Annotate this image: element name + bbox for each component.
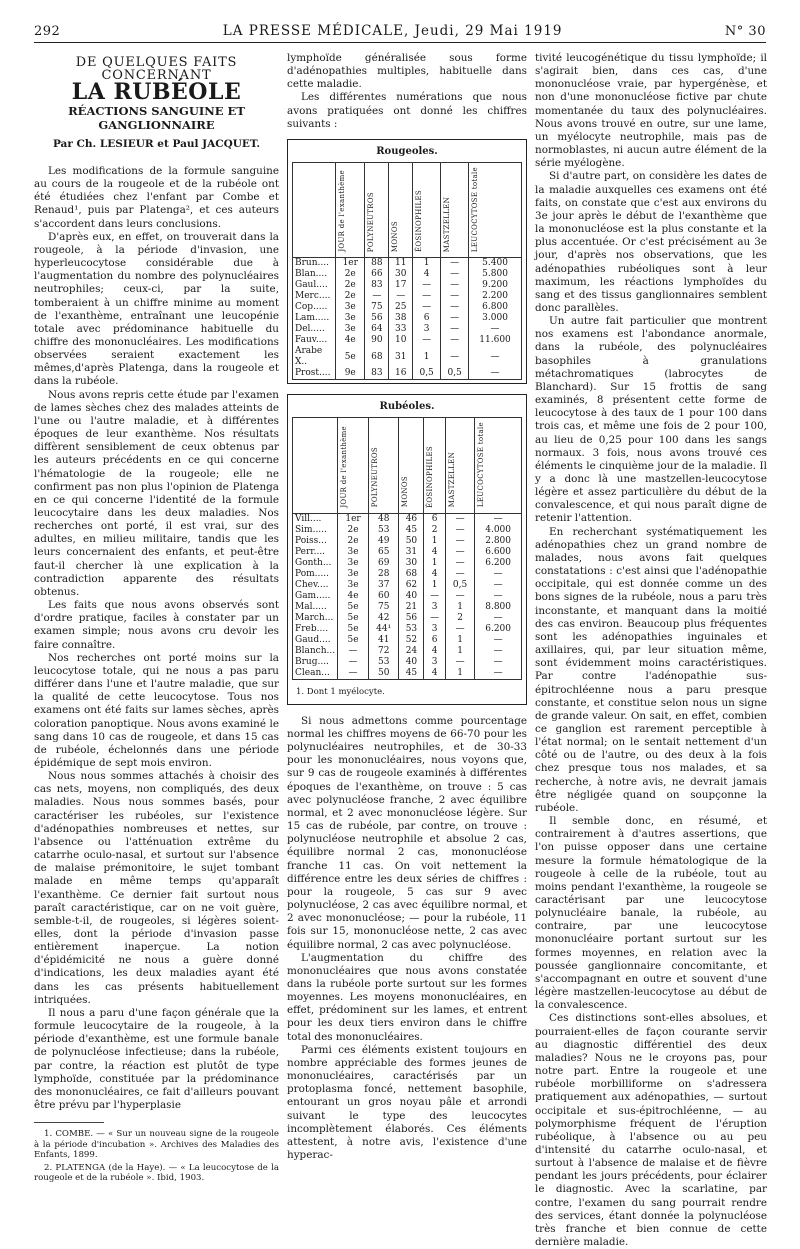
paragraph: En recherchant systématiquement les adénopathies chez un grand nombre de malades, nous avons fait quelques constatations : c'est ainsi que l'adénopathie occipitale, qui est donnée comme un des bons signes de la rubéole, nous a paru très inconstante, et manquant dans la moitié des cas environ. Beaucoup plus fréquentes sont les adénopathies inguinales et axillaires, qui, par leur situation même, sont évidemment moins caractéristiques. Par contre l'adénopathie sus-épitrochléenne nous a paru presque constante, et constitue selon nous un signe de grande valeur. On sait, en effet, combien ce ganglion est rarement perceptible à l'état normal; on le sentait nettement d'un côté ou de l'autre, ou des deux à la fois chez presque tous nos malades, et sa recherche, à notre avis, ne devrait jamais être négligée quand on soupçonne la rubéole.	[535, 525, 767, 814]
value-cell: 3e	[338, 558, 369, 569]
column-header-label: POLYNEUTROS	[367, 191, 376, 253]
column-2	[287, 52, 527, 1162]
page-number: 292	[34, 23, 61, 39]
column-header-label: MASTZELLEN	[443, 196, 452, 253]
value-cell: 8.800	[475, 602, 522, 613]
value-cell: 4	[424, 547, 445, 558]
value-cell: —	[475, 613, 522, 624]
value-cell: 49	[368, 536, 398, 547]
patient-cell: Gonth...	[293, 558, 338, 569]
value-cell: 53	[368, 657, 398, 668]
value-cell: —	[413, 280, 441, 291]
column-header-label: ÉOSINOPHILES	[415, 190, 424, 253]
value-cell: 3e	[338, 569, 369, 580]
rubeoles-table-box	[287, 394, 527, 705]
patient-cell: Perr....	[293, 547, 338, 558]
table-row	[293, 346, 522, 368]
value-cell: 75	[368, 602, 398, 613]
paragraph: Si d'autre part, on considère les dates de la maladie auxquelles ces examens ont été faits, on constate que c'est aux environs du 3e jour après le début de l'exanthème que la mononucléose est la plus constante et la plus accentuée. Or c'est précisément au 3e jour, d'après nos observations, que les adénopathies rubéoliques sont à leur maximum, les réactions lymphoïdes du sang et des tissus ganglionnaires semblent donc parallèles.	[535, 170, 767, 314]
value-cell: 62	[399, 580, 424, 591]
value-cell: 1er	[336, 258, 365, 270]
value-cell: —	[445, 624, 474, 635]
value-cell: 3e	[336, 324, 365, 335]
value-cell: 45	[399, 525, 424, 536]
patient-cell: Blan....	[293, 269, 336, 280]
header-blank	[293, 418, 338, 513]
value-cell: 68	[399, 569, 424, 580]
patient-cell: Sim.....	[293, 525, 338, 536]
value-cell: 10	[389, 335, 413, 346]
value-cell: 3e	[336, 302, 365, 313]
value-cell: 6.600	[475, 547, 522, 558]
table-row	[293, 558, 522, 569]
rougeoles-table	[292, 162, 522, 380]
value-cell: 5.400	[469, 258, 522, 270]
rubeoles-table-title: Rubéoles.	[379, 401, 435, 413]
value-cell: 1	[445, 602, 474, 613]
value-cell: 4	[424, 668, 445, 680]
value-cell: —	[413, 302, 441, 313]
paragraph: Nous nous sommes attachés à choisir des cas nets, moyens, non compliqués, des deux maladies. Nous nous sommes basés, pour caractériser les rubéoles, sur l'existence d'adénopathies nombreuses et nettes, sur l'absence ou l'atténuation extrême du catarrhe oculo-nasal, et surtout sur l'absence de malaise prémonitoire, le sujet tombant malade en même temps qu'apparaît l'exanthème. Ce dernier fait surtout nous paraît caractéristique, car on ne voit guère, semble-t-il, de rougeoles, si légères soient-elles, dont la période d'invasion passe entièrement inaperçue. La notion d'épidémicité ne nous a guère donné d'indications, les deux maladies ayant été dans les cas présents habituellement intriquées.	[34, 770, 279, 1006]
value-cell: 56	[399, 613, 424, 624]
value-cell: 48	[368, 513, 398, 525]
value-cell: 4.000	[475, 525, 522, 536]
column-header	[368, 418, 398, 513]
patient-cell: Merc....	[293, 291, 336, 302]
column-2-intro	[287, 52, 527, 131]
table-row	[293, 313, 522, 324]
table-row	[293, 657, 522, 668]
value-cell: 0,5	[445, 580, 474, 591]
value-cell: 2.200	[469, 291, 522, 302]
footnotes	[34, 1129, 279, 1184]
paragraph: Si nous admettons comme pourcentage normal les chiffres moyens de 66-70 pour les polynucléaires neutrophiles, et de 30-33 pour les mononucléaires, nous voyons que, sur 9 cas de rougeole examinés à différentes époques de l'exanthème, on trouve : 5 cas avec polynucléose franche, 2 avec équilibre normal, et 2 avec mononucléose légère. Sur 15 cas de rubéole, par contre, on trouve : polynucléose neutrophile et absolue 2 cas, équilibre normal 2 cas, mononucléose franche 11 cas. On voit nettement la différence entre les deux séries de chiffres : pour la rougeole, 5 cas sur 9 avec polynucléose, 2 cas avec équilibre normal, et 2 avec mononucléose; — pour la rubéole, 11 fois sur 15, mononucléose nette, 2 cas avec équilibre normal, 2 cas avec polynucléose.	[287, 714, 527, 951]
value-cell: 16	[389, 368, 413, 380]
value-cell: 45	[399, 668, 424, 680]
value-cell: 3	[424, 657, 445, 668]
column-header-label: MONOS	[401, 476, 410, 508]
column-header-label: LEUCOCYTOSE totale	[477, 422, 486, 508]
value-cell: 31	[399, 547, 424, 558]
value-cell: 3e	[338, 580, 369, 591]
value-cell: —	[441, 291, 469, 302]
column-header	[413, 163, 441, 258]
value-cell: 1	[424, 536, 445, 547]
value-cell: 38	[389, 313, 413, 324]
value-cell: 11.600	[469, 335, 522, 346]
column-3-body	[535, 52, 767, 1249]
column-header	[338, 418, 369, 513]
patient-cell: Chev....	[293, 580, 338, 591]
value-cell: 46	[399, 513, 424, 525]
paragraph: 2. PLATENGA (de la Haye). — « La leucocytose de la rougeole et de la rubéole ». Ibid, 1903.	[34, 1162, 279, 1184]
patient-cell: Freb....	[293, 624, 338, 635]
value-cell: —	[441, 313, 469, 324]
value-cell: 53	[399, 624, 424, 635]
value-cell: 6	[413, 313, 441, 324]
table-header-row	[293, 163, 522, 258]
value-cell: —	[469, 346, 522, 368]
value-cell: 1	[445, 646, 474, 657]
column-header	[469, 163, 522, 258]
value-cell: —	[445, 536, 474, 547]
value-cell: —	[445, 569, 474, 580]
paragraph: Nous avons repris cette étude par l'examen de lames sèches chez des malades atteints de l'une ou l'autre maladie, et à différentes époques de leur exanthème. Nos résultats diffèrent sensiblement de ceux obtenus par les auteurs précédents en ce qui concerne l'hématologie de la rougeole; elle ne confirment pas non plus l'opinion de Platenga en ce qui concerne l'identité de la formule leucocytaire dans les deux maladies. Nos recherches ont porté, il est vrai, sur des adultes, en milieu militaire, tandis que les leurs concernaient des enfants, et peut-être faut-il chercher là une explication à la contradiction apparente des résultats obtenus.	[34, 388, 279, 598]
value-cell: 2e	[336, 291, 365, 302]
value-cell: 5e	[338, 624, 369, 635]
column-header-label: MONOS	[391, 221, 400, 253]
value-cell: —	[338, 668, 369, 680]
article-kicker: DE QUELQUES FAITS CONCERNANT	[75, 55, 238, 84]
value-cell: 31	[389, 346, 413, 368]
patient-cell: Gam.....	[293, 591, 338, 602]
value-cell: 5e	[338, 602, 369, 613]
paragraph: L'augmentation du chiffre des mononucléaires que nous avons constatée dans la rubéole porte surtout sur les formes moyennes. Les moyens mononucléaires, en effet, prédominent sur les lames, et entrent pour les deux tiers environ dans le chiffre total des mononucléaires.	[287, 951, 527, 1043]
value-cell: 4	[424, 569, 445, 580]
value-cell: —	[475, 668, 522, 680]
table-row	[293, 547, 522, 558]
value-cell: 53	[368, 525, 398, 536]
paragraph: D'après eux, en effet, on trouverait dans la rougeole, à la période d'invasion, une hyperleucocytose considérable due à l'augmentation du nombre des polynucléaires neutrophiles; ceux-ci, par la suite, tomberaient à un chiffre minime au moment de l'exanthème, entraînant une leucopénie totale avec prédominance habituelle du chiffre des mononucléaires. Les modifications observées seraient exactement les mêmes,d'après Platenga, dans la rougeole et dans la rubéole.	[34, 230, 279, 388]
value-cell: 2e	[338, 536, 369, 547]
table-row	[293, 591, 522, 602]
value-cell: —	[441, 346, 469, 368]
value-cell: 69	[368, 558, 398, 569]
column-header	[441, 163, 469, 258]
value-cell: —	[475, 646, 522, 657]
value-cell: 2.800	[475, 536, 522, 547]
value-cell: 1	[413, 346, 441, 368]
footnote-divider	[34, 1122, 104, 1123]
value-cell: 1	[413, 258, 441, 270]
value-cell: —	[389, 291, 413, 302]
value-cell: 72	[368, 646, 398, 657]
column-header	[336, 163, 365, 258]
patient-cell: Poiss...	[293, 536, 338, 547]
value-cell: —	[445, 547, 474, 558]
value-cell: 1	[445, 635, 474, 646]
value-cell: 1	[424, 580, 445, 591]
table-row	[293, 335, 522, 346]
header-blank	[293, 163, 336, 258]
paragraph: Parmi ces éléments existent toujours en nombre appréciable des formes jeunes de mononucléaires, caractérisés par un protoplasma foncé, nettement basophile, entourant un gros noyau pâle et arrondi suivant le type des leucocytes incomplètement élaborés. Ces éléments attestent, à notre avis, l'existence d'une hyperac-	[287, 1043, 527, 1161]
value-cell: 2e	[338, 525, 369, 536]
column-header	[399, 418, 424, 513]
value-cell: 6.200	[475, 624, 522, 635]
paragraph: tivité leucogénétique du tissu lymphoïde; il s'agirait bien, dans ces cas, d'une mononucléose vraie, par hypergénèse, et non d'une mononucléose fictive par chute momentanée du taux des polynucléaires. Nous avons trouvé en outre, sur une lame, un myélocyte neutrophile, mais pas de normoblastes, ni aucun autre élément de la série myélogène.	[535, 52, 767, 170]
table-row	[293, 668, 522, 680]
column-3	[535, 52, 767, 1249]
column-header	[475, 418, 522, 513]
value-cell: —	[338, 657, 369, 668]
value-cell: 0,5	[413, 368, 441, 380]
table-row	[293, 525, 522, 536]
table-row	[293, 646, 522, 657]
value-cell: —	[475, 657, 522, 668]
value-cell: —	[424, 613, 445, 624]
value-cell: 1	[424, 558, 445, 569]
value-cell: 40	[399, 591, 424, 602]
article-subtitle: RÉACTIONS SANGUINE ET GANGLIONNAIRE	[68, 104, 245, 132]
value-cell: 2	[445, 613, 474, 624]
value-cell: 2e	[336, 280, 365, 291]
rubeoles-table-body	[293, 513, 522, 679]
value-cell: 28	[368, 569, 398, 580]
table-row	[293, 280, 522, 291]
value-cell: 3.000	[469, 313, 522, 324]
paragraph: Ces distinctions sont-elles absolues, et pourraient-elles de façon courante servir au diagnostic différentiel des deux maladies? Nous ne le croyons pas, pour notre part. Entre la rougeole et une rubéole morbilliforme on s'adressera pratiquement aux adénopathies, — surtout occipitale et sus-épitrochléenne, — au polymorphisme fréquent de l'éruption rubéolique, à l'absence ou au peu d'intensité du catarrhe oculo-nasal, et surtout à l'absence de malaise et de fièvre pendant les jours précédents, pour éclairer le diagnostic. Avec la scarlatine, par contre, l'examen du sang pourrait rendre des services, étant donnée la polynucléose très franche et bien connue de cette dernière maladie.	[535, 1012, 767, 1249]
value-cell: 50	[399, 536, 424, 547]
patient-cell: Del.....	[293, 324, 336, 335]
value-cell: —	[413, 335, 441, 346]
column-header	[365, 163, 389, 258]
patient-cell: Vill....	[293, 513, 338, 525]
value-cell: 60	[368, 591, 398, 602]
value-cell: —	[441, 258, 469, 270]
rubeoles-table	[292, 417, 522, 679]
value-cell: 75	[365, 302, 389, 313]
value-cell: —	[445, 513, 474, 525]
patient-cell: March...	[293, 613, 338, 624]
value-cell: 3	[424, 624, 445, 635]
value-cell: —	[475, 569, 522, 580]
table-header-row	[293, 418, 522, 513]
value-cell: 3	[424, 602, 445, 613]
issue-number: N° 30	[724, 23, 766, 39]
value-cell: 6	[424, 635, 445, 646]
value-cell: —	[475, 580, 522, 591]
rougeoles-table-box	[287, 139, 527, 384]
paragraph: Il semble donc, en résumé, et contrairement à d'autres assertions, que l'on puisse opposer dans une certaine mesure la formule hématologique de la rougeole à celle de la rubéole, tout au moins pendant l'exanthème, la rougeole se caractérisant par une leucocytose polynucléaire banale, la rubéole, au contraire, par une leucocytose mononucléaire portant surtout sur les formes moyennes, en relation avec la poussée ganglionnaire concomitante, et s'accompagnant en outre et souvent d'une légère mastzellen-leucocytose au début de la convalescence.	[535, 815, 767, 1012]
value-cell: 50	[368, 668, 398, 680]
value-cell: 4	[424, 646, 445, 657]
value-cell: —	[445, 591, 474, 602]
value-cell: 6.200	[475, 558, 522, 569]
patient-cell: Gaud....	[293, 635, 338, 646]
value-cell: —	[445, 558, 474, 569]
paragraph: Nos recherches ont porté moins sur la leucocytose totale, qui ne nous a pas paru différer dans l'une et l'autre maladie, que sur la qualité de cette leucocytose. Tous nos examens ont été faits sur lames sèches, après coloration panoptique. Nous avons examiné le sang dans 10 cas de rougeole, et dans 15 cas de rubéole, échelonnés dans une période épidémique de sept mois environ.	[34, 651, 279, 769]
value-cell: —	[475, 635, 522, 646]
value-cell: 1	[445, 668, 474, 680]
value-cell: 3e	[336, 313, 365, 324]
rougeoles-table-title: Rougeoles.	[376, 145, 438, 157]
value-cell: 30	[399, 558, 424, 569]
table-row	[293, 635, 522, 646]
table-row	[293, 368, 522, 380]
patient-cell: Brun....	[293, 258, 336, 270]
journal-title: LA PRESSE MÉDICALE, Jeudi, 29 Mai 1919	[222, 23, 563, 39]
column-1-body	[34, 165, 279, 1112]
column-header-label: ÉOSINOPHILES	[426, 445, 435, 508]
column-header-label: MASTZELLEN	[447, 452, 456, 508]
value-cell: 9.200	[469, 280, 522, 291]
value-cell: —	[338, 646, 369, 657]
value-cell: 21	[399, 602, 424, 613]
article-title: LA RUBÉOLE	[71, 79, 242, 106]
value-cell: 42	[368, 613, 398, 624]
value-cell: —	[441, 269, 469, 280]
value-cell: 4	[413, 269, 441, 280]
value-cell: —	[469, 324, 522, 335]
value-cell: 17	[389, 280, 413, 291]
value-cell: —	[445, 525, 474, 536]
table-row	[293, 613, 522, 624]
value-cell: —	[475, 513, 522, 525]
table-row	[293, 569, 522, 580]
patient-cell: Arabe X..	[293, 346, 336, 368]
value-cell: 37	[368, 580, 398, 591]
paragraph: Il nous a paru d'une façon générale que la formule leucocytaire de la rougeole, à la période d'exanthème, est une formule banale de polynucléose infectieuse; dans la rubéole, par contre, la réaction est plutôt de type lymphoïde, constituée par la prédominance des mononucléaires, ce fait d'ailleurs pouvant être prévu par l'hyperplasie	[34, 1006, 279, 1112]
table-row	[293, 602, 522, 613]
value-cell: 24	[399, 646, 424, 657]
value-cell: 52	[399, 635, 424, 646]
value-cell: 65	[368, 547, 398, 558]
value-cell: 6.800	[469, 302, 522, 313]
paragraph: Un autre fait particulier que montrent nos examens est l'abondance anormale, dans la rubéole, des polynucléaires basophiles à granulations métachromatiques (labrocytes de Blanchard). Sur 15 frottis de sang examinés, 8 présentent cette forme de leucocytose à des taux de 1 pour 100 dans trois cas, et même une fois de 2 pour 100, au lieu de 0,25 pour 100 dans les sangs normaux. 3 fois, nous avons trouvé ces éléments le cinquième jour de la maladie. Il y a donc là une mastzellen-leucocytose légère et assez particulière du début de la convalescence, et qui nous paraît digne de retenir l'attention.	[535, 315, 767, 525]
value-cell: 88	[365, 258, 389, 270]
patient-cell: Brug....	[293, 657, 338, 668]
value-cell: 2e	[336, 269, 365, 280]
value-cell: 44¹	[368, 624, 398, 635]
patient-cell: Cop.....	[293, 302, 336, 313]
value-cell: 5e	[338, 613, 369, 624]
value-cell: —	[441, 335, 469, 346]
value-cell: 33	[389, 324, 413, 335]
value-cell: —	[365, 291, 389, 302]
value-cell: —	[424, 591, 445, 602]
value-cell: 9e	[336, 368, 365, 380]
table-row	[293, 302, 522, 313]
value-cell: 25	[389, 302, 413, 313]
patient-cell: Prost....	[293, 368, 336, 380]
value-cell: 64	[365, 324, 389, 335]
table-note: 1. Dont 1 myélocyte.	[296, 686, 385, 697]
value-cell: 11	[389, 258, 413, 270]
column-header-label: JOUR de l'exanthème	[340, 425, 349, 508]
table-row	[293, 269, 522, 280]
value-cell: 3	[413, 324, 441, 335]
value-cell: —	[475, 591, 522, 602]
rougeoles-table-body	[293, 258, 522, 380]
column-header	[445, 418, 474, 513]
value-cell: 83	[365, 280, 389, 291]
value-cell: 5e	[338, 635, 369, 646]
column-header-label: JOUR de l'exanthème	[338, 170, 346, 253]
page-header	[34, 20, 766, 43]
value-cell: 30	[389, 269, 413, 280]
patient-cell: Fauv....	[293, 335, 336, 346]
value-cell: 5.800	[469, 269, 522, 280]
value-cell: —	[441, 324, 469, 335]
table-row	[293, 536, 522, 547]
value-cell: —	[441, 302, 469, 313]
paragraph: lymphoïde généralisée sous forme d'adénopathies multiples, habituelle dans cette maladie.	[287, 52, 527, 91]
value-cell: 66	[365, 269, 389, 280]
value-cell: 83	[365, 368, 389, 380]
table-row	[293, 291, 522, 302]
patient-cell: Clean...	[293, 668, 338, 680]
paragraph: Les modifications de la formule sanguine au cours de la rougeole et de la rubéole ont été étudiées chez l'enfant par Combe et Renaud¹, puis par Platenga², et ces auteurs s'accordent dans leurs conclusions.	[34, 164, 279, 230]
patient-cell: Mal.....	[293, 602, 338, 613]
column-header-label: LEUCOCYTOSE totale	[471, 167, 480, 253]
value-cell: 3e	[338, 547, 369, 558]
value-cell: 0,5	[441, 368, 469, 380]
value-cell: —	[441, 280, 469, 291]
value-cell: —	[413, 291, 441, 302]
table-row	[293, 324, 522, 335]
column-header-label: POLYNEUTROS	[370, 447, 379, 508]
value-cell: 1er	[338, 513, 369, 525]
table-row	[293, 258, 522, 270]
table-row	[293, 513, 522, 525]
patient-cell: Lam.....	[293, 313, 336, 324]
paragraph: Les différentes numérations que nous avons pratiquées ont donné les chiffres suivants :	[287, 91, 527, 130]
paragraph: Les faits que nous avons observés sont d'ordre pratique, faciles à constater par un examen simple; nous avons cru devoir les faire connaître.	[34, 599, 279, 651]
value-cell: 4e	[338, 591, 369, 602]
value-cell: 6	[424, 513, 445, 525]
value-cell: 2	[424, 525, 445, 536]
value-cell: 56	[365, 313, 389, 324]
value-cell: 68	[365, 346, 389, 368]
value-cell: 40	[399, 657, 424, 668]
table-row	[293, 624, 522, 635]
article-authors: Par Ch. LESIEUR et Paul JACQUET.	[52, 137, 261, 150]
value-cell: 5e	[336, 346, 365, 368]
column-1	[34, 52, 279, 1186]
value-cell: 4e	[336, 335, 365, 346]
column-2-body	[287, 715, 527, 1162]
value-cell: —	[469, 368, 522, 380]
value-cell: 41	[368, 635, 398, 646]
patient-cell: Pom.....	[293, 569, 338, 580]
value-cell: —	[445, 657, 474, 668]
paragraph: 1. COMBE. — « Sur un nouveau signe de la rougeole à la période d'incubation ». Archives des Maladies des Enfants, 1899.	[34, 1129, 279, 1161]
value-cell: 90	[365, 335, 389, 346]
patient-cell: Gaul....	[293, 280, 336, 291]
column-header	[424, 418, 445, 513]
column-header	[389, 163, 413, 258]
table-row	[293, 580, 522, 591]
patient-cell: Blanch...	[293, 646, 338, 657]
